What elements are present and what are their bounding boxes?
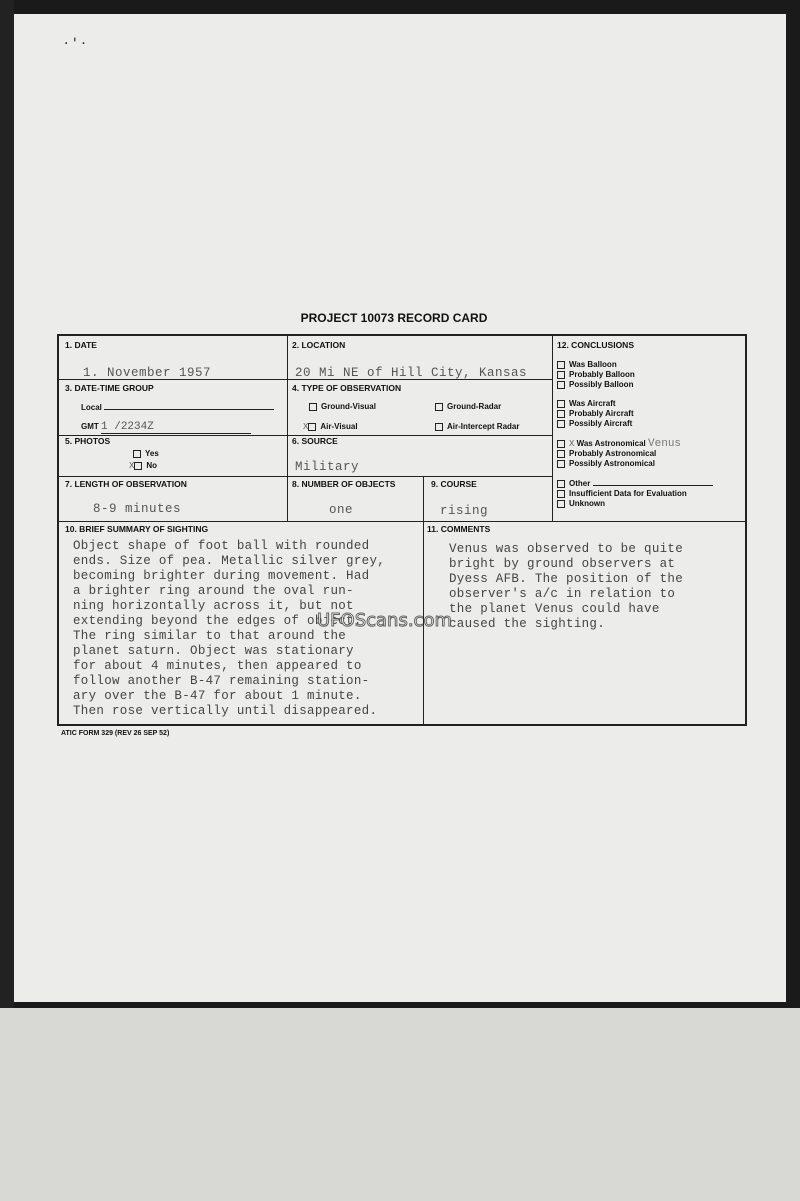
grid-line (552, 336, 553, 521)
ground-radar-option: Ground-Radar (435, 402, 501, 411)
summary-line: ary over the B-47 for about 1 minute. (73, 689, 362, 703)
insufficient-data-option: Insufficient Data for Evaluation (557, 489, 713, 499)
ground-visual-option: Ground-Visual (309, 402, 376, 411)
summary-line: Then rose vertically until disappeared. (73, 704, 378, 718)
num-objects-value: one (329, 503, 354, 517)
dtg-label: 3. DATE-TIME GROUP (65, 383, 154, 393)
summary-line: follow another B-47 remaining station- (73, 674, 370, 688)
comments-line: Venus was observed to be quite (449, 542, 684, 556)
grid-line (59, 476, 552, 477)
probably-astronomical-option: Probably Astronomical (557, 449, 681, 459)
probably-balloon-option: Probably Balloon (557, 370, 635, 380)
photos-label: 5. PHOTOS (65, 436, 111, 446)
comments-line: caused the sighting. (449, 617, 606, 631)
document-page (14, 14, 786, 1002)
watermark: UFOScans.com (317, 610, 452, 631)
summary-line: The ring similar to that around the (73, 629, 347, 643)
probably-aircraft-option: Probably Aircraft (557, 409, 634, 419)
date-value: 1. November 1957 (83, 366, 212, 380)
card-title: PROJECT 10073 RECORD CARD (300, 311, 488, 325)
date-label: 1. DATE (65, 340, 97, 350)
source-label: 6. SOURCE (292, 436, 338, 446)
summary-line: ning horizontally across it, but not (73, 599, 354, 613)
other-option: Other (557, 479, 713, 489)
local-label: Local (81, 403, 274, 412)
air-intercept-radar-option: Air-Intercept Radar (435, 422, 519, 431)
record-card (57, 334, 747, 726)
length-value: 8-9 minutes (93, 502, 182, 516)
length-label: 7. LENGTH OF OBSERVATION (65, 479, 187, 489)
comments-text (449, 542, 683, 632)
course-value: rising (440, 504, 489, 518)
comments-line: Dyess AFB. The position of the (449, 572, 684, 586)
source-value: Military (295, 460, 360, 474)
possibly-astronomical-option: Possibly Astronomical (557, 459, 681, 469)
photos-no-option: X No (129, 461, 158, 470)
conclusions-other-group (557, 479, 713, 509)
air-visual-option: X Air-Visual (303, 422, 358, 431)
location-value: 20 Mi NE of Hill City, Kansas (295, 366, 528, 380)
summary-line: planet saturn. Object was stationary (73, 644, 354, 658)
comments-line: the planet Venus could have (449, 602, 660, 616)
summary-line: ends. Size of pea. Metallic silver grey, (73, 554, 386, 568)
comments-label: 11. COMMENTS (427, 524, 491, 534)
was-balloon-option: Was Balloon (557, 360, 635, 370)
scan-marks: · ' · (64, 36, 86, 52)
num-objects-label: 8. NUMBER OF OBJECTS (292, 479, 396, 489)
grid-line (423, 476, 424, 724)
summary-line: a brighter ring around the oval run- (73, 584, 354, 598)
grid-line (287, 336, 288, 521)
form-identifier: ATIC FORM 329 (REV 26 SEP 52) (61, 730, 170, 737)
comments-line: bright by ground observers at (449, 557, 676, 571)
gmt-label: GMT 1 /2234Z (81, 421, 251, 434)
summary-line: for about 4 minutes, then appeared to (73, 659, 362, 673)
possibly-balloon-option: Possibly Balloon (557, 380, 635, 390)
observation-type-label: 4. TYPE OF OBSERVATION (292, 383, 402, 393)
grid-line (59, 521, 745, 522)
conclusions-label: 12. CONCLUSIONS (557, 340, 634, 350)
was-astronomical-option: X Was Astronomical Venus (557, 439, 681, 449)
location-label: 2. LOCATION (292, 340, 346, 350)
comments-line: observer's a/c in relation to (449, 587, 676, 601)
conclusions-balloon-group (557, 360, 635, 390)
was-aircraft-option: Was Aircraft (557, 399, 634, 409)
photos-yes-option: Yes (133, 449, 159, 458)
possibly-aircraft-option: Possibly Aircraft (557, 419, 634, 429)
conclusions-aircraft-group (557, 399, 634, 429)
summary-line: extending beyond the edges of object. (73, 614, 362, 628)
scan-bottom-margin (0, 1008, 800, 1201)
course-label: 9. COURSE (431, 479, 477, 489)
unknown-option: Unknown (557, 499, 713, 509)
summary-label: 10. BRIEF SUMMARY OF SIGHTING (65, 524, 209, 534)
summary-line: becoming brighter during movement. Had (73, 569, 370, 583)
conclusions-astronomical-group (557, 439, 681, 469)
summary-line: Object shape of foot ball with rounded (73, 539, 370, 553)
